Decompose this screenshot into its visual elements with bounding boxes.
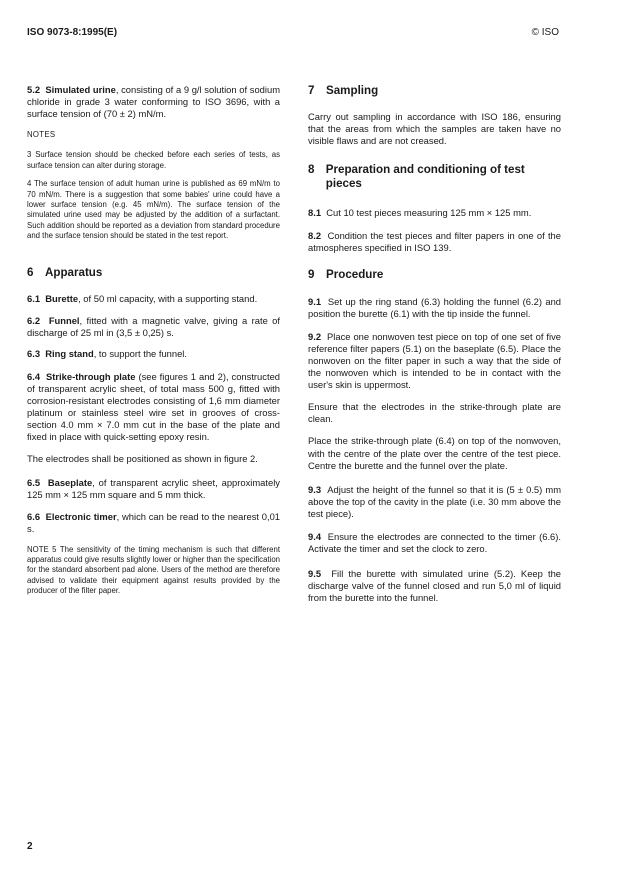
clause-6-4: 6.4 Strike-through plate (see figures 1 and 2), constructed of transparent acrylic sheet, of total mass 500 g, fitted with corrosion-resistant electrodes consisting of 1,6 mm diameter platinum or stainless steel wire set in grooves of cross-section 4.0 mm × 7.0 mm cut in the base of the plate and fixed in place with quick-setting epoxy resin. bbox=[27, 370, 280, 442]
section-7-text: Carry out sampling in accordance with ISO 186, ensuring that the areas from which the samples are taken have no visible flaws and are not creased. bbox=[308, 110, 561, 146]
clause-6-2: 6.2 Funnel, fitted with a magnetic valve, giving a rate of discharge of 25 ml in (3,5 ± 0,25) s. bbox=[27, 315, 280, 339]
clause-6-5: 6.5 Baseplate, of transparent acrylic sheet, approximately 125 mm × 125 mm square and 5 mm thick. bbox=[27, 477, 280, 501]
clause-6-4-electrodes: The electrodes shall be positioned as shown in figure 2. bbox=[27, 453, 258, 465]
section-6-heading: 6 Apparatus bbox=[27, 265, 103, 279]
clause-6-1: 6.1 Burette, of 50 ml capacity, with a supporting stand. bbox=[27, 293, 258, 305]
clause-9-1: 9.1 Set up the ring stand (6.3) holding the funnel (6.2) and position the burette (6.1) with the tip inside the funnel. bbox=[308, 295, 561, 319]
clause-9-2: 9.2 Place one nonwoven test piece on top of one set of five reference filter papers (5.1) on the baseplate (6.5). Place the nonwoven on the filter paper in such a way that the side of the nonwoven which is intended to be in contact with the user's skin is uppermost. bbox=[308, 330, 561, 391]
section-9-heading: 9 Procedure bbox=[308, 268, 384, 282]
section-8-heading: 8 Preparation and conditioning of test pieces bbox=[308, 162, 525, 191]
notes-label: NOTES bbox=[27, 130, 56, 140]
clause-5-2: 5.2 Simulated urine, consisting of a 9 g/l solution of sodium chloride in grade 3 water conforming to ISO 3696, with a surface tension of (70 ± 2) mN/m. bbox=[27, 84, 281, 120]
right-column bbox=[308, 84, 561, 604]
clause-9-2-plate: Place the strike-through plate (6.4) on top of the nonwoven, with the centre of the plate over the centre of the test piece. Centre the burette and the funnel over the plate. bbox=[308, 435, 561, 471]
page-number: 2 bbox=[27, 841, 33, 852]
clause-6-6: 6.6 Electronic timer, which can be read to the nearest 0,01 s. bbox=[27, 511, 281, 535]
left-column bbox=[27, 84, 280, 597]
clause-6-3: 6.3 Ring stand, to support the funnel. bbox=[27, 348, 187, 360]
clause-8-1: 8.1 Cut 10 test pieces measuring 125 mm × 125 mm. bbox=[308, 206, 532, 218]
clause-8-2: 8.2 Condition the test pieces and filter papers in one of the atmospheres specified in ISO 139. bbox=[308, 229, 561, 253]
clause-9-2-electrodes: Ensure that the electrodes in the strike-through plate are clean. bbox=[308, 401, 561, 425]
standard-id-header: ISO 9073-8:1995(E) bbox=[27, 27, 118, 38]
note-5: NOTE 5 The sensitivity of the timing mechanism is such that different apparatus could give results slightly lower or higher than the specification for the standard absorbent pad alone. Users of the method are therefore advised to validate their equipment against results provided by the producer of the filter paper. bbox=[27, 544, 280, 596]
note-3: 3 Surface tension should be checked before each series of tests, as surface tension can alter during storage. bbox=[27, 150, 280, 170]
clause-9-3: 9.3 Adjust the height of the funnel so that it is (5 ± 0.5) mm above the top of the cavity in the plate (i.e. 30 mm above the test piece). bbox=[308, 483, 562, 519]
copyright-header: © ISO bbox=[531, 27, 559, 38]
clause-9-5: 9.5 Fill the burette with simulated urine (5.2). Keep the discharge valve of the funnel closed and run 5,0 ml of liquid from the burette into the funnel. bbox=[308, 568, 561, 604]
section-7-heading: 7 Sampling bbox=[308, 84, 379, 97]
clause-9-4: 9.4 Ensure the electrodes are connected to the timer (6.6). Activate the timer and set the clock to zero. bbox=[308, 530, 561, 555]
note-4: 4 The surface tension of adult human urine is published as 69 mN/m to 70 mN/m. There is a suggestion that some babies' urine could have a lower surface tension (e.g. 45 mN/m). The surface tension of the simulated urine used may be adjusted by the addition of a surfactant. Such addition should be reported as a deviation from standard procedure and the surface tension should be stated in the test report. bbox=[27, 179, 280, 241]
